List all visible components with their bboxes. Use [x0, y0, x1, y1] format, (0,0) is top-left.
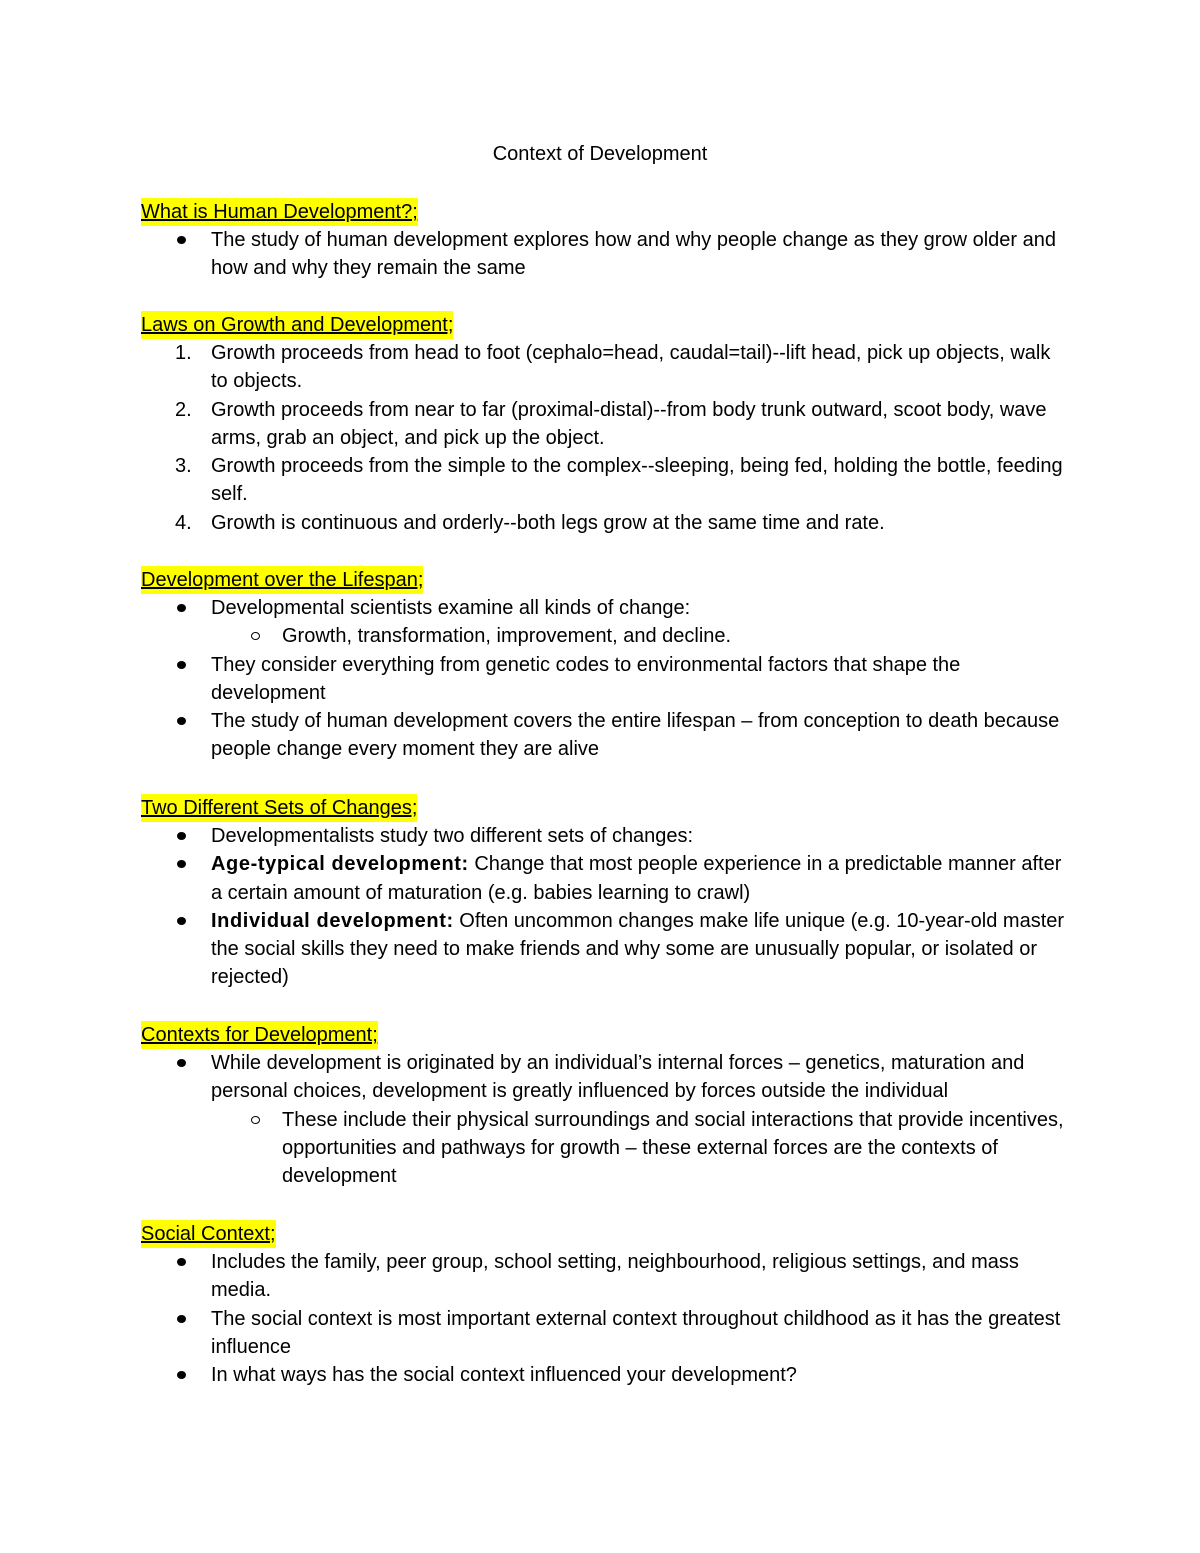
list-item: Age-typical development: Change that most people experience in a predictable manner after a certain amount of maturation (e.g. babies learning to crawl) [141, 850, 1071, 907]
hollow-bullet-icon [251, 1116, 260, 1124]
term-label: Individual development: [211, 909, 454, 932]
section-social-context [141, 1220, 1071, 1389]
hollow-bullet-icon [251, 632, 260, 640]
section-heading: What is Human Development?; [141, 198, 418, 226]
list-item: The study of human development covers the entire lifespan – from conception to death because people change every moment they are alive [141, 707, 1071, 764]
list-number: 3. [175, 455, 192, 478]
bullet-icon [177, 917, 186, 925]
bullet-icon [177, 832, 186, 840]
bullet-icon [177, 1315, 186, 1323]
section-heading: Social Context; [141, 1220, 276, 1248]
section-contexts-development [141, 1021, 1071, 1190]
sub-list-item: These include their physical surroundings and social interactions that provide incentives, opportunities and pathways for growth – these external forces are the contexts of development [141, 1106, 1071, 1191]
list-item: They consider everything from genetic codes to environmental factors that shape the development [141, 651, 1071, 708]
list-item: The study of human development explores how and why people change as they grow older and how and why they remain the same [141, 226, 1071, 283]
bullet-icon [177, 1059, 186, 1067]
list-item: Includes the family, peer group, school setting, neighbourhood, religious settings, and mass media. [141, 1248, 1071, 1305]
section-heading: Laws on Growth and Development; [141, 311, 453, 339]
bullet-list [141, 594, 1071, 764]
list-item: Developmental scientists examine all kinds of change: [141, 594, 1071, 622]
section-lifespan [141, 566, 1071, 764]
section-human-development [141, 198, 1071, 283]
section-laws-growth [141, 311, 1071, 537]
list-item: The social context is most important external context throughout childhood as it has the greatest influence [141, 1305, 1071, 1362]
list-item: Individual development: Often uncommon changes make life unique (e.g. 10-year-old master the social skills they need to make friends and why some are unusually popular, or isolated or rejected) [141, 907, 1071, 992]
list-item: While development is originated by an individual’s internal forces – genetics, maturation and personal choices, development is greatly influenced by forces outside the individual [141, 1049, 1071, 1106]
list-item: 1. Growth proceeds from head to foot (cephalo=head, caudal=tail)--lift head, pick up objects, walk to objects. [141, 339, 1071, 396]
bullet-icon [177, 604, 186, 612]
bullet-list [141, 1248, 1071, 1389]
sub-list-item: Growth, transformation, improvement, and decline. [141, 622, 1071, 650]
bullet-list [141, 226, 1071, 283]
list-number: 4. [175, 511, 192, 534]
list-item: 4. Growth is continuous and orderly--both legs grow at the same time and rate. [141, 509, 1071, 537]
list-item: 3. Growth proceeds from the simple to the complex--sleeping, being fed, holding the bottle, feeding self. [141, 452, 1071, 509]
section-heading: Two Different Sets of Changes; [141, 794, 417, 822]
bullet-list [141, 1049, 1071, 1190]
document-title: Context of Development [492, 143, 708, 165]
section-two-sets-changes [141, 794, 1071, 992]
bullet-icon [177, 661, 186, 669]
list-item: Developmentalists study two different sets of changes: [141, 822, 1071, 850]
bullet-icon [177, 1258, 186, 1266]
list-number: 1. [175, 342, 192, 364]
list-number: 2. [175, 398, 192, 421]
bullet-list [141, 822, 1071, 992]
section-heading: Development over the Lifespan; [141, 566, 423, 594]
bullet-icon [177, 860, 186, 868]
bullet-icon [177, 236, 186, 244]
list-item: In what ways has the social context influenced your development? [141, 1361, 1071, 1389]
term-label: Age-typical development: [211, 853, 469, 876]
section-heading: Contexts for Development; [141, 1021, 378, 1049]
bullet-icon [177, 717, 186, 725]
bullet-icon [177, 1371, 186, 1379]
list-item: 2. Growth proceeds from near to far (proximal-distal)--from body trunk outward, scoot body, wave arms, grab an object, and pick up the object. [141, 396, 1071, 453]
numbered-list [141, 339, 1071, 537]
